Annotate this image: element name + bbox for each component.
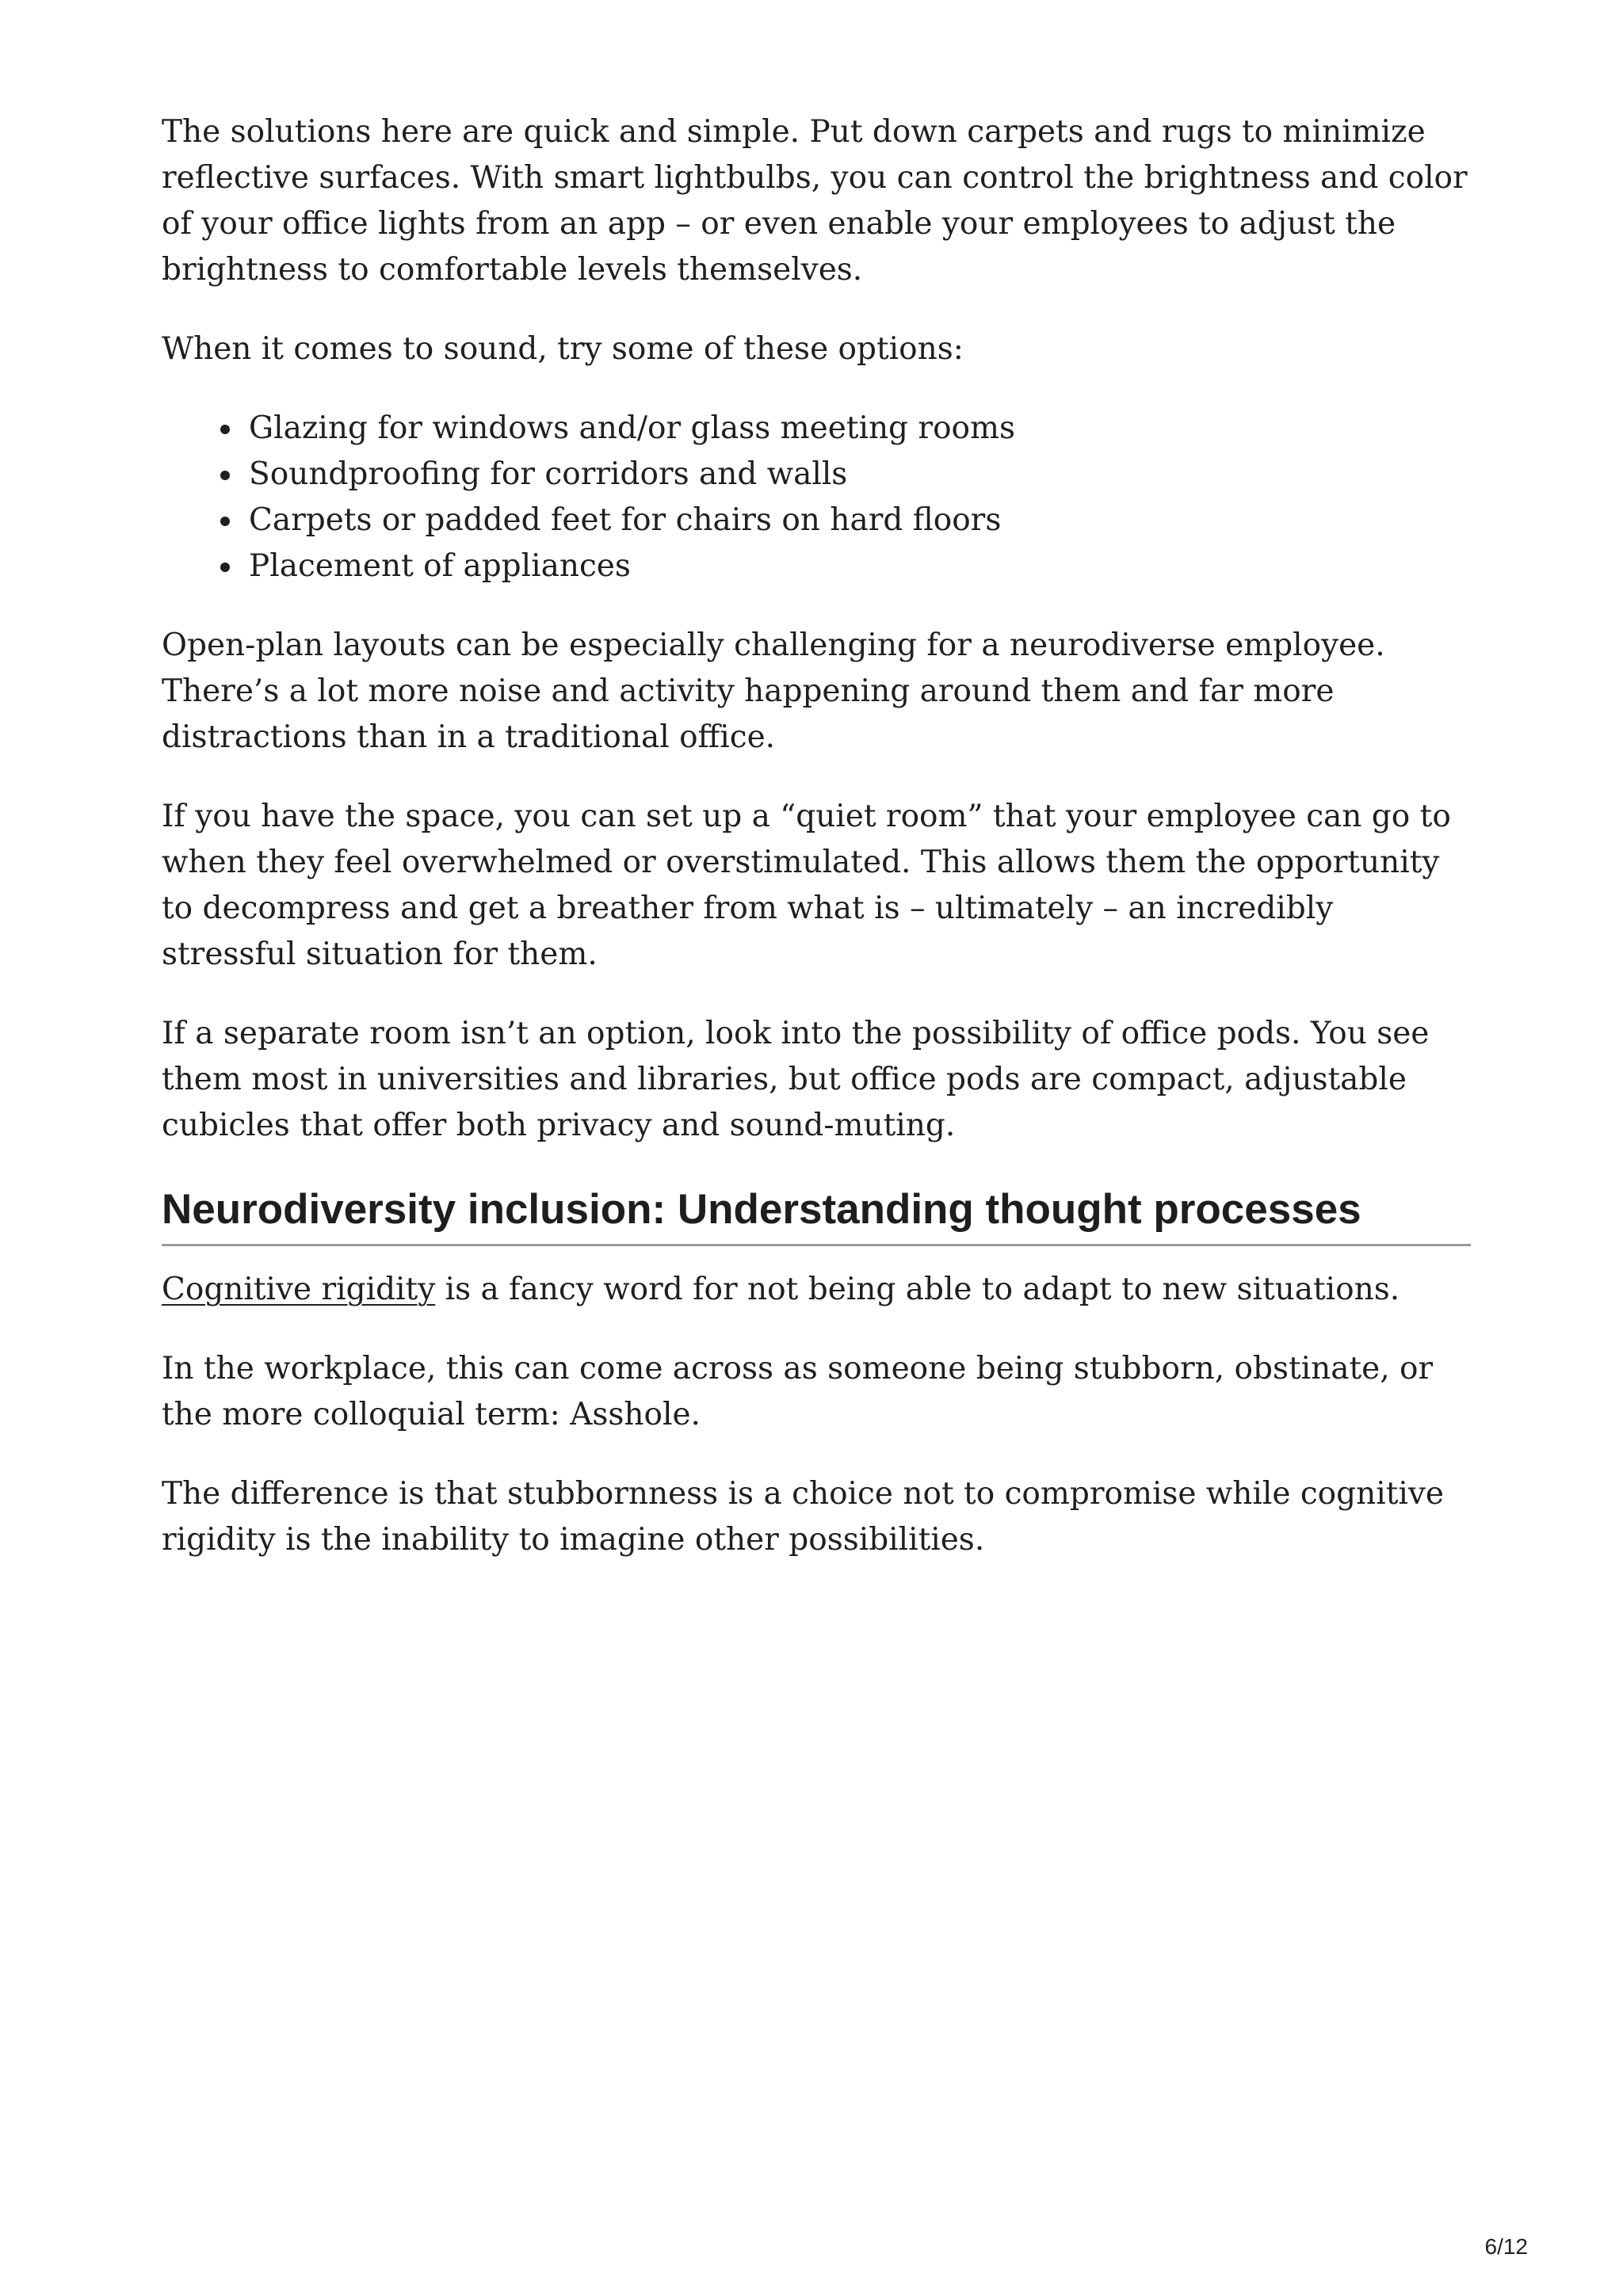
paragraph-open-plan: Open-plan layouts can be especially challenging for a neurodiverse employee. There’s a lot more noise and activity happening around them and far more distractions than in a traditional office. [162, 627, 1385, 755]
paragraph-cognitive-rigidity [162, 1267, 1471, 1313]
paragraph-workplace: In the workplace, this can come across as someone being stubborn, obstinate, or the more colloquial term: Asshole. [162, 1351, 1434, 1432]
paragraph-office-pods: If a separate room isn’t an option, look into the possibility of office pods. You see them most in universities and libraries, but office pods are compact, adjustable cubicles that offer both privacy and sound-muting. [162, 1016, 1430, 1143]
paragraph-sound-intro: When it comes to sound, try some of these options: [162, 331, 964, 367]
paragraph-difference: The difference is that stubbornness is a choice not to compromise while cognitive rigidity is the inability to imagine other possibilities. [162, 1476, 1444, 1558]
sound-options-list [162, 406, 1471, 589]
list-item: • Soundproofing for corridors and walls [244, 452, 1471, 498]
paragraph-quiet-room: If you have the space, you can set up a “quiet room” that your employee can go to when they feel overwhelmed or overstimulated. This allows them the opportunity to decompress and get a breather from what is – ultimately – an incredibly stressful situation for them. [162, 799, 1451, 972]
page-number: 6/12 [1484, 2234, 1528, 2259]
cognitive-rigidity-link[interactable]: Cognitive rigidity [162, 1272, 436, 1307]
list-item: • Glazing for windows and/or glass meeting rooms [244, 406, 1471, 452]
section-heading: Neurodiversity inclusion: Understanding thought processes [162, 1182, 1471, 1246]
paragraph-text: is a fancy word for not being able to adapt to new situations. [435, 1272, 1400, 1307]
article-body [162, 109, 1471, 1596]
list-item: • Placement of appliances [244, 543, 1471, 589]
list-item: • Carpets or padded feet for chairs on hard floors [244, 498, 1471, 543]
paragraph-solutions: The solutions here are quick and simple. Put down carpets and rugs to minimize reflective surfaces. With smart lightbulbs, you can control the brightness and color of your office lights from an app – or even enable your employees to adjust the brightness to comfortable levels themselves. [162, 114, 1468, 288]
